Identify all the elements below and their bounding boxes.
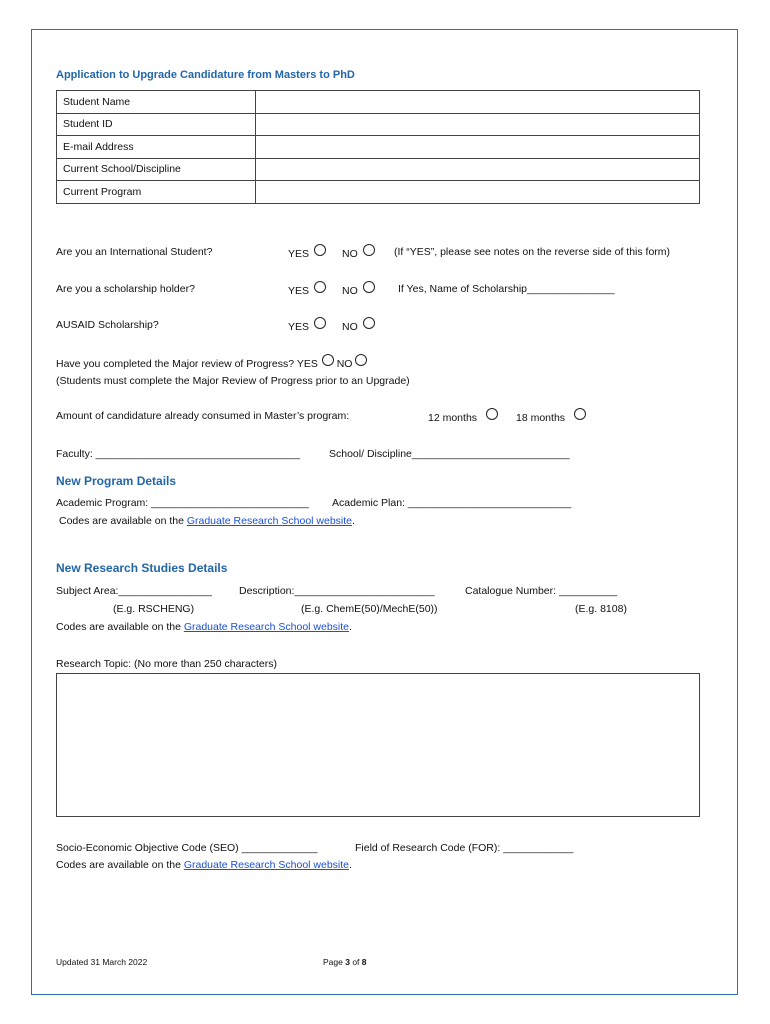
major-review-no-radio[interactable] <box>355 354 367 366</box>
ausaid-no-radio[interactable] <box>363 317 375 329</box>
research-topic-label: Research Topic: (No more than 250 characters) <box>56 658 277 670</box>
table-row <box>57 113 700 136</box>
academic-plan-field[interactable]: Academic Plan: ____________________________ <box>332 497 572 509</box>
international-yes-option[interactable] <box>288 244 326 260</box>
table-row <box>57 136 700 159</box>
international-question: Are you an International Student? <box>56 246 213 258</box>
candidature-12-label: 12 months <box>428 412 478 424</box>
candidature-12-option[interactable] <box>428 408 498 424</box>
candidature-18-radio[interactable] <box>574 408 586 420</box>
page-of: of <box>349 957 362 967</box>
codes-note-period: . <box>349 859 352 871</box>
current-school-label: Current School/Discipline <box>57 158 256 181</box>
catalogue-number-field[interactable]: Catalogue Number: __________ <box>465 585 618 597</box>
current-program-field[interactable] <box>256 181 700 204</box>
scholarship-name-field[interactable]: If Yes, Name of Scholarship_______________ <box>398 283 615 295</box>
academic-program-field[interactable]: Academic Program: ___________________________ <box>56 497 309 509</box>
for-code-field[interactable]: Field of Research Code (FOR): ____________ <box>355 842 574 854</box>
page-total: 8 <box>361 957 367 967</box>
page-current: 3 <box>345 957 350 967</box>
new-program-heading: New Program Details <box>56 474 177 488</box>
codes-note-period: . <box>352 515 355 527</box>
table-row <box>57 91 700 114</box>
student-name-label: Student Name <box>57 91 256 114</box>
table-row <box>57 158 700 181</box>
description-example: (E.g. ChemE(50)/MechE(50)) <box>301 603 438 615</box>
faculty-field[interactable]: Faculty: ___________________________________ <box>56 448 301 460</box>
page-label: Page <box>323 957 346 967</box>
page-number <box>323 957 367 967</box>
candidature-18-label: 18 months <box>516 412 566 424</box>
codes-note-text: Codes are available on the <box>59 515 187 527</box>
international-no-option[interactable] <box>342 244 375 260</box>
candidature-question: Amount of candidature already consumed in Master’s program: <box>56 410 350 422</box>
research-studies-heading: New Research Studies Details <box>56 561 228 575</box>
major-review-note: (Students must complete the Major Review of Progress prior to an Upgrade) <box>56 375 410 387</box>
table-row <box>57 181 700 204</box>
ausaid-no-option[interactable] <box>342 317 375 333</box>
ausaid-yes-option[interactable] <box>288 317 326 333</box>
student-info-table <box>56 90 700 204</box>
student-id-label: Student ID <box>57 113 256 136</box>
seo-code-field[interactable]: Socio-Economic Objective Code (SEO) _____________ <box>56 842 318 854</box>
major-review-yes-radio[interactable] <box>322 354 334 366</box>
candidature-18-option[interactable] <box>516 408 586 424</box>
seo-codes-note <box>56 859 352 871</box>
updated-date: Updated 31 March 2022 <box>56 957 148 967</box>
school-discipline-field[interactable]: School/ Discipline___________________________ <box>329 448 570 460</box>
international-yes-radio[interactable] <box>314 244 326 256</box>
grs-website-link[interactable]: Graduate Research School website <box>186 515 353 527</box>
scholarship-question: Are you a scholarship holder? <box>56 283 195 295</box>
scholarship-no-option[interactable] <box>342 281 375 297</box>
current-program-label: Current Program <box>57 181 256 204</box>
program-codes-note <box>59 515 355 527</box>
grs-website-link[interactable]: Graduate Research School website <box>183 621 350 633</box>
codes-note-period: . <box>349 621 352 633</box>
ausaid-question: AUSAID Scholarship? <box>56 319 159 331</box>
email-field[interactable] <box>256 136 700 159</box>
scholarship-no-radio[interactable] <box>363 281 375 293</box>
codes-note-text: Codes are available on the <box>56 859 184 871</box>
major-review-question: Have you completed the Major review of Progress? YES <box>56 358 318 370</box>
scholarship-yes-label: YES <box>288 285 310 297</box>
subject-area-example: (E.g. RSCHENG) <box>113 603 195 615</box>
international-note: (If “YES”, please see notes on the reverse side of this form) <box>394 246 671 258</box>
candidature-12-radio[interactable] <box>486 408 498 420</box>
catalogue-example: (E.g. 8108) <box>575 603 627 615</box>
form-title: Application to Upgrade Candidature from Masters to PhD <box>56 69 355 81</box>
description-field[interactable]: Description:________________________ <box>239 585 435 597</box>
scholarship-yes-radio[interactable] <box>314 281 326 293</box>
international-no-radio[interactable] <box>363 244 375 256</box>
international-no-label: NO <box>342 248 358 260</box>
student-name-field[interactable] <box>256 91 700 114</box>
international-yes-label: YES <box>288 248 310 260</box>
grs-website-link[interactable]: Graduate Research School website <box>183 859 350 871</box>
research-topic-textarea[interactable] <box>56 673 700 817</box>
major-review-row <box>56 354 367 370</box>
ausaid-no-label: NO <box>342 321 358 333</box>
ausaid-yes-radio[interactable] <box>314 317 326 329</box>
ausaid-yes-label: YES <box>288 321 310 333</box>
research-codes-note <box>56 621 352 633</box>
subject-area-field[interactable]: Subject Area:________________ <box>56 585 212 597</box>
student-id-field[interactable] <box>256 113 700 136</box>
scholarship-no-label: NO <box>342 285 358 297</box>
current-school-field[interactable] <box>256 158 700 181</box>
major-review-no-label: NO <box>336 358 353 370</box>
scholarship-yes-option[interactable] <box>288 281 326 297</box>
codes-note-text: Codes are available on the <box>56 621 184 633</box>
email-label: E-mail Address <box>57 136 256 159</box>
